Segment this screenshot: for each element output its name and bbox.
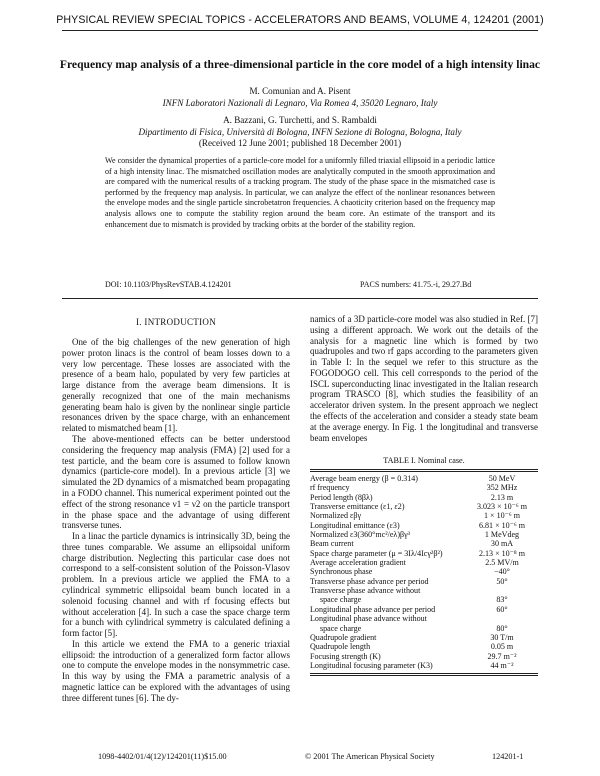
header-rule bbox=[62, 30, 538, 31]
table-cell-value bbox=[466, 586, 538, 595]
table-cell-value: −40° bbox=[494, 567, 510, 577]
abstract-rule bbox=[62, 298, 538, 299]
table-cell-value: 6.81 × 10⁻⁶ m bbox=[478, 520, 525, 530]
table-row bbox=[310, 586, 538, 595]
table-cell-label: Quadrupole gradient bbox=[310, 632, 377, 642]
table-cell-value: 3.023 × 10⁻⁶ m bbox=[476, 502, 528, 512]
table-cell-label: space charge bbox=[320, 595, 362, 605]
table-cell-value: 0.05 m bbox=[490, 642, 514, 652]
table-row bbox=[310, 567, 538, 576]
table-bottom-rule bbox=[310, 673, 538, 674]
table-cell-value: 30 mA bbox=[490, 539, 514, 549]
table-row bbox=[310, 642, 538, 651]
table-row bbox=[310, 539, 538, 548]
table-caption: TABLE I. Nominal case. bbox=[383, 456, 465, 465]
affiliation-1: INFN Laboratori Nazionali di Legnaro, Via Romea 4, 35020 Legnaro, Italy bbox=[162, 98, 438, 108]
table-cell-label: Normalized εβγ bbox=[310, 511, 362, 521]
right-column bbox=[310, 314, 538, 443]
parameters-table bbox=[310, 474, 538, 670]
table-cell-value: 29.7 m⁻² bbox=[487, 651, 517, 661]
paragraph: In this article we extend the FMA to a generic triaxial ellipsoid: the introduction of a generalized form factor allows one to compute the envelope modes in the nonsymmetric case. In this way by using the FMA a parametric analysis of a magnetic lattice can be explored with the advantages of using three different tunes [6]. The dy- bbox=[62, 638, 290, 703]
table-cell-label: Longitudinal phase advance per period bbox=[310, 604, 436, 614]
table-cell-value: 2.13 × 10⁻⁸ m bbox=[478, 548, 525, 558]
authors-line-2: A. Bazzani, G. Turchetti, and S. Rambaldi bbox=[223, 115, 377, 125]
footer-price-code: 1098-4402/01/4(12)/124201(11)$15.00 bbox=[98, 752, 227, 761]
footer-page-number: 124201-1 bbox=[492, 752, 524, 761]
table-cell-value bbox=[466, 614, 538, 623]
table-cell-label: Average acceleration gradient bbox=[310, 558, 406, 568]
table-row bbox=[310, 483, 538, 492]
table-cell-value: 30 T/m bbox=[490, 632, 514, 642]
table-cell-value: 2.13 m bbox=[490, 492, 514, 502]
table-row bbox=[310, 502, 538, 511]
table-cell-label: rf frequency bbox=[310, 483, 350, 493]
paper-title: Frequency map analysis of a three-dimensional particle in the core model of a high intensity linac bbox=[59, 58, 541, 71]
table-row bbox=[310, 549, 538, 558]
table-cell-value: 1 × 10⁻⁶ m bbox=[484, 511, 520, 521]
pacs-numbers: PACS numbers: 41.75.-i, 29.27.Bd bbox=[360, 280, 472, 289]
table-cell-value: 80° bbox=[496, 623, 508, 633]
table-cell-value: 50 MeV bbox=[488, 474, 516, 483]
received-dates: (Received 12 June 2001; published 18 December 2001) bbox=[198, 138, 402, 148]
table-cell-value: 60° bbox=[496, 604, 508, 614]
table-cell-label: Longitudinal emittance (ε3) bbox=[310, 520, 400, 530]
table-row bbox=[310, 595, 538, 604]
paragraph: The above-mentioned effects can be better understood considering the frequency map analysis (FMA) [2] used for a test particle, and the beam core is assumed to follow known dynamics (particle-core model). In a previous article [3] we simulated the 2D dynamics of a mismatched beam propagating in a FODO channel. This numerical experiment pointed out the effect of the strong resonance ν1 = ν2 on the particle transport in the phase space and the advantage of using different transverse tunes. bbox=[62, 434, 290, 531]
paragraph: namics of a 3D particle-core model was also studied in Ref. [7] using a different approach. We work out the details of the analysis for a magnetic line which is formed by two quadrupoles and two rf gaps according to the parameters given in Table I: In the sequel we refer to this structure as the FOGODOGO cell. This cell corresponds to the period of the ISCL superconducting linac investigated in the Italian research program TRASCO [8], which studies the feasibility of an accelerator driven system. In the present approach we neglect the effects of the acceleration and consider a steady state beam at the average energy. In Fig. 1 the longitudinal and transverse beam envelopes bbox=[310, 314, 538, 443]
table-row bbox=[310, 493, 538, 502]
table-cell-value: 2.5 MV/m bbox=[485, 558, 519, 568]
table-cell-label: Focusing strength (K) bbox=[310, 651, 381, 661]
table-cell-label: Average beam energy (β = 0.314) bbox=[310, 474, 418, 483]
table-row bbox=[310, 661, 538, 670]
paragraph: In a linac the particle dynamics is intrinsically 3D, being the three tunes comparable. We assume an ellipsoidal uniform charge distribution. Neglecting this particular case does not correspond to a self-consistent solution of the Poisson-Vlasov problem. In a previous article we applied the FMA to a cylindrical symmetric ellipsoidal beam bunch located in a solenoid focusing channel and with rf focusing effects but without acceleration [4]. In such a case the space charge term for a bunch with cylindrical symmetry is calculated defining a form factor [5]. bbox=[62, 531, 290, 639]
table-cell-label: Beam current bbox=[310, 539, 354, 549]
table-row bbox=[310, 577, 538, 586]
table-cell-label: Space charge parameter (μ = 3Iλ/4Icγ²β²) bbox=[310, 548, 443, 558]
table-cell-value: 83° bbox=[496, 595, 508, 605]
table-cell-label: Normalized ε3(360°mc²/eλ)βγ³ bbox=[310, 530, 411, 540]
table-cell-label: Transverse phase advance per period bbox=[310, 576, 429, 586]
table-row bbox=[310, 474, 538, 483]
table-top-rule bbox=[310, 469, 538, 470]
table-row bbox=[310, 652, 538, 661]
table-row bbox=[310, 511, 538, 520]
footer-copyright: © 2001 The American Physical Society bbox=[305, 752, 435, 761]
authors-line-1: M. Comunian and A. Pisent bbox=[249, 86, 351, 96]
table-row bbox=[310, 614, 538, 623]
table-row bbox=[310, 624, 538, 633]
journal-header: PHYSICAL REVIEW SPECIAL TOPICS - ACCELERATORS AND BEAMS, VOLUME 4, 124201 (2001) bbox=[56, 14, 544, 26]
table-cell-value: 44 m⁻² bbox=[490, 660, 514, 670]
table-row bbox=[310, 633, 538, 642]
table-cell-label: Period length (8βλ) bbox=[310, 492, 373, 502]
table-cell-label: space charge bbox=[320, 623, 362, 633]
table-bottom-rule bbox=[310, 675, 538, 676]
table-cell-label: Synchronous phase bbox=[310, 567, 373, 577]
affiliation-2: Dipartimento di Fisica, Università di Bologna, INFN Sezione di Bologna, Bologna, Italy bbox=[138, 127, 462, 137]
abstract: We consider the dynamical properties of a particle-core model for a uniformly filled triaxial ellipsoid in a periodic lattice of a high intensity linac. The mismatched oscillation modes are analytically computed in the smooth approximation and are compared with the numerical results of a tracking program. The study of the phase space in the mismatched case is performed by the frequency map analysis. In particular, we can analyze the effect of the nonlinear resonances between the envelope modes and the single particle sincrobetatron frequencies. A chaoticity criterion based on the frequency map analysis allows one to compute the stability region around the beam core. An estimate of the transport and its enhancement due to mismatch is provided by tracking orbits at the border of the stability region. bbox=[105, 156, 495, 229]
table-row bbox=[310, 558, 538, 567]
table-row bbox=[310, 530, 538, 539]
table-row bbox=[310, 521, 538, 530]
table-cell-label: Longitudinal phase advance without bbox=[310, 614, 427, 624]
section-heading: I. INTRODUCTION bbox=[136, 317, 216, 327]
table-row bbox=[310, 605, 538, 614]
table-cell-label: Transverse phase advance without bbox=[310, 586, 421, 596]
left-column bbox=[62, 337, 290, 704]
table-cell-value: 352 MHz bbox=[486, 483, 518, 493]
table-cell-label: Transverse emittance (ε1, ε2) bbox=[310, 502, 405, 512]
table-cell-label: Longitudinal focusing parameter (K3) bbox=[310, 660, 433, 670]
paragraph: One of the big challenges of the new generation of high power proton linacs is the control of beam losses down to a very low percentage. These losses are associated with the presence of a beam halo, populated by very few particles at large distance from the average beam dimensions. It is generally recognized that one of the main mechanisms generating beam halo is given by the nonlinear single particle resonances driven by the space charge, with an enhancement related to mismatched beam [1]. bbox=[62, 337, 290, 434]
doi: DOI: 10.1103/PhysRevSTAB.4.124201 bbox=[105, 280, 232, 289]
table-cell-value: 1 MeVdeg bbox=[484, 530, 520, 540]
table-cell-value: 50° bbox=[496, 576, 508, 586]
table-top-rule bbox=[310, 471, 538, 472]
table-cell-label: Quadrupole length bbox=[310, 642, 371, 652]
